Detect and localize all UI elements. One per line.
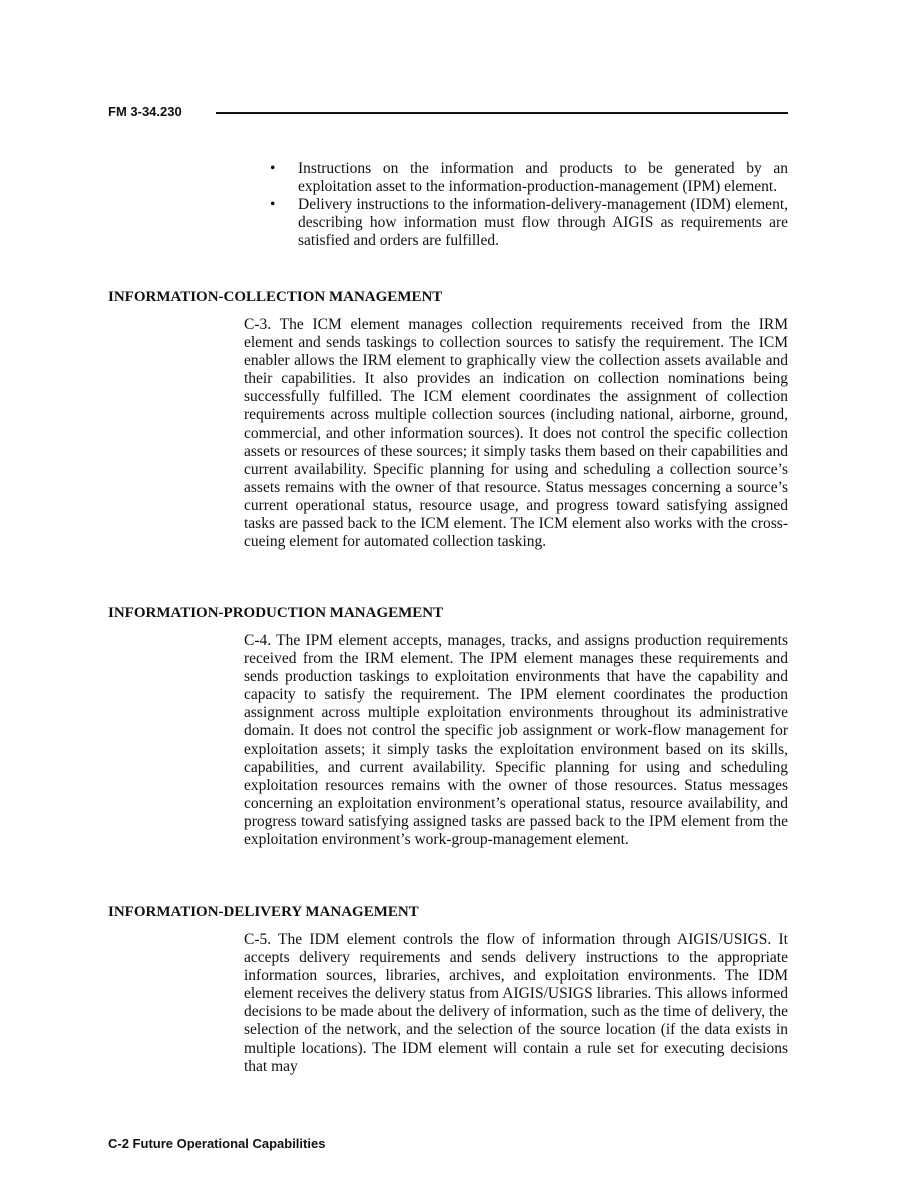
paragraph-c3: C-3. The ICM element manages collection requirements received from the IRM element and sends taskings to collection sources to satisfy the requirement. The ICM enabler allows the IRM element to graphically view the collection assets available and their capabilities. It also provides an indication on collection nominations being successfully fulfilled. The ICM element coordinates the assignment of collection requirements across multiple collection sources (including national, airborne, ground, commercial, and other information sources). It does not control the specific collection assets or resources of these sources; it simply tasks them based on their capabilities and current availability. Specific planning for using and scheduling a collection source’s assets remains with the owner of that resource. Status messages concerning a source’s current operational status, resource usage, and progress toward satisfying assigned tasks are passed back to the ICM element. The ICM element also works with the cross-cueing element for automated collection tasking. xyxy=(244,316,788,551)
bullet-text: Delivery instructions to the information-delivery-management (IDM) element, describing how information must flow through AIGIS as requirements are satisfied and orders are fulfilled. xyxy=(298,196,788,250)
section-heading-idm: INFORMATION-DELIVERY MANAGEMENT xyxy=(108,904,419,920)
header-rule xyxy=(216,112,788,114)
section-heading-icm: INFORMATION-COLLECTION MANAGEMENT xyxy=(108,289,443,305)
bullet-item xyxy=(270,160,788,196)
bullet-item xyxy=(270,196,788,250)
document-id: FM 3-34.230 xyxy=(108,104,182,119)
bullet-dot-icon: • xyxy=(270,196,276,214)
paragraph-c5: C-5. The IDM element controls the flow of information through AIGIS/USIGS. It accepts delivery requirements and sends delivery instructions to the appropriate information sources, libraries, archives, and exploitation environments. The IDM element receives the delivery status from AIGIS/USIGS libraries. This allows informed decisions to be made about the delivery of information, such as the time of delivery, the selection of the network, and the selection of the source location (if the data exists in multiple locations). The IDM element will contain a rule set for executing decisions that may xyxy=(244,931,788,1075)
page-header xyxy=(108,104,788,122)
bullet-text: Instructions on the information and products to be generated by an exploitation asset to the information-production-management (IPM) element. xyxy=(298,160,788,196)
bullet-dot-icon: • xyxy=(270,160,276,177)
page-footer: C-2 Future Operational Capabilities xyxy=(108,1136,326,1151)
bullet-list xyxy=(270,160,788,250)
section-heading-ipm: INFORMATION-PRODUCTION MANAGEMENT xyxy=(108,605,444,621)
paragraph-c4: C-4. The IPM element accepts, manages, tracks, and assigns production requirements received from the IRM element. The IPM element manages these requirements and sends production taskings to exploitation environments that have the capability and capacity to satisfy the requirement. The IPM element coordinates the production assignment across multiple exploitation environments throughout its administrative domain. It does not control the specific job assignment or work-flow management for exploitation assets; it simply tasks the exploitation environment based on its skills, capabilities, and current availability. Specific planning for using and scheduling exploitation resources remains with the owner of those resources. Status messages concerning an exploitation environment’s operational status, resource availability, and progress toward satisfying assigned tasks are passed back to the IPM element from the exploitation environment’s work-group-management element. xyxy=(244,632,788,849)
